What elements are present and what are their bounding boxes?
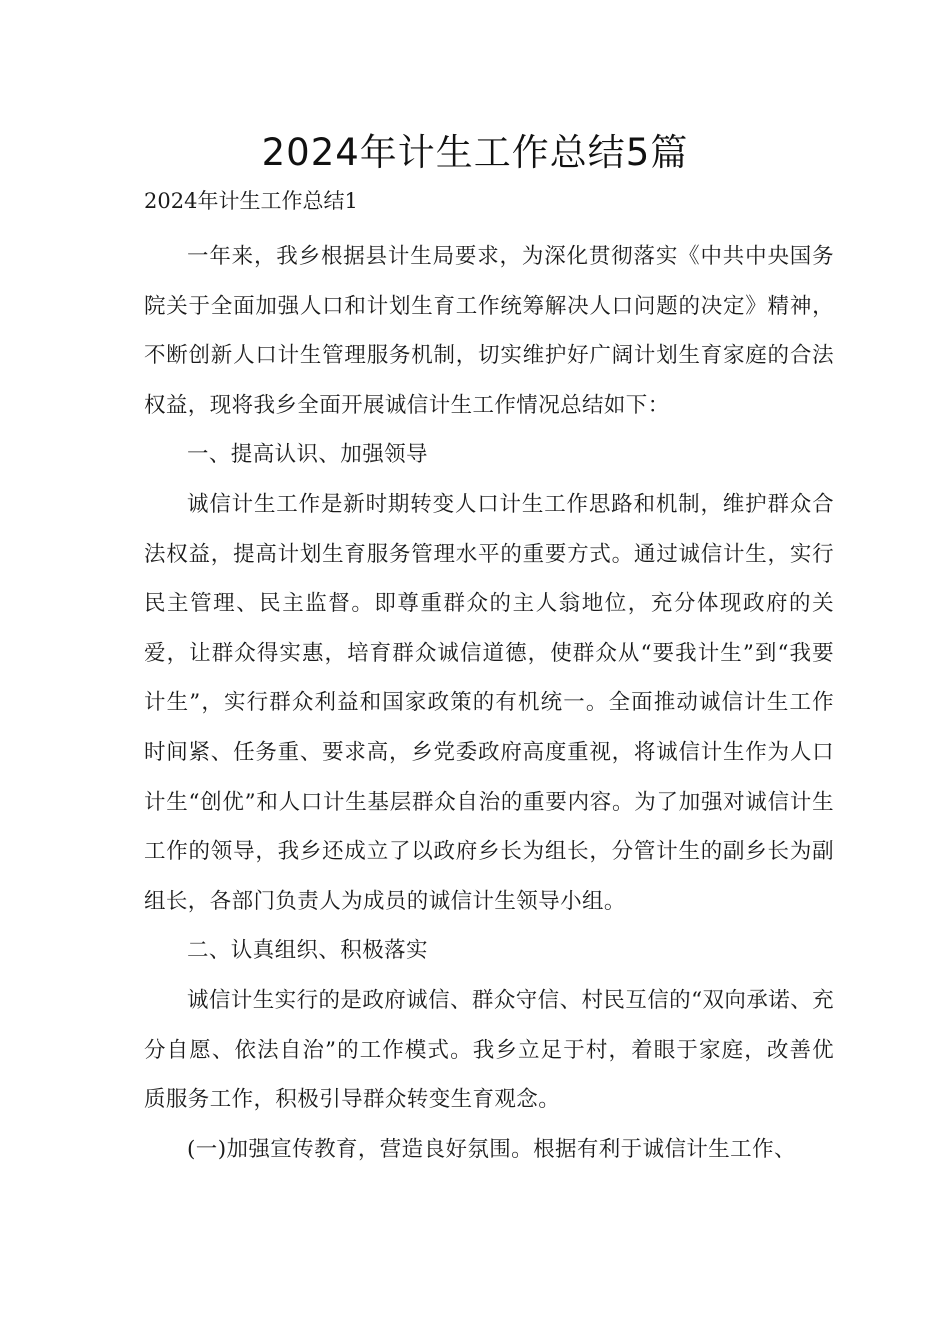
paragraph-subsection-1: (一)加强宣传教育，营造良好氛围。根据有利于诚信计生工作、 <box>187 1136 796 1162</box>
paragraph-section-2: 诚信计生实行的是政府诚信、群众守信、村民互信的“双向承诺、充分自愿、依法自治”的工作模式。我乡立足于村，着眼于家庭，改善优质服务工作，积极引导群众转变生育观念。 <box>144 987 834 1113</box>
document-title: 2024年计生工作总结5篇 <box>261 131 689 174</box>
section-heading-1: 一、提高认识、加强领导 <box>187 442 428 468</box>
document-body <box>144 232 834 1174</box>
document-subtitle: 2024年计生工作总结1 <box>144 189 358 213</box>
section-heading-2: 二、认真组织、积极落实 <box>187 938 428 964</box>
paragraph-section-1: 诚信计生工作是新时期转变人口计生工作思路和机制，维护群众合法权益，提高计划生育服务管理水平的重要方式。通过诚信计生，实行民主管理、民主监督。即尊重群众的主人翁地位，充分体现政府的关爱，让群众得实惠，培育群众诚信道德，使群众从“要我计生”到“我要计生”，实行群众利益和国家政策的有机统一。全面推动诚信计生工作时间紧、任务重、要求高，乡党委政府高度重视，将诚信计生作为人口计生“创优”和人口计生基层群众自治的重要内容。为了加强对诚信计生工作的领导，我乡还成立了以政府乡长为组长，分管计生的副乡长为副组长，各部门负责人为成员的诚信计生领导小组。 <box>144 491 834 914</box>
paragraph-intro: 一年来，我乡根据县计生局要求，为深化贯彻落实《中共中央国务院关于全面加强人口和计划生育工作统筹解决人口问题的决定》精神，不断创新人口计生管理服务机制，切实维护好广阔计划生育家庭的合法权益，现将我乡全面开展诚信计生工作情况总结如下： <box>144 244 834 418</box>
